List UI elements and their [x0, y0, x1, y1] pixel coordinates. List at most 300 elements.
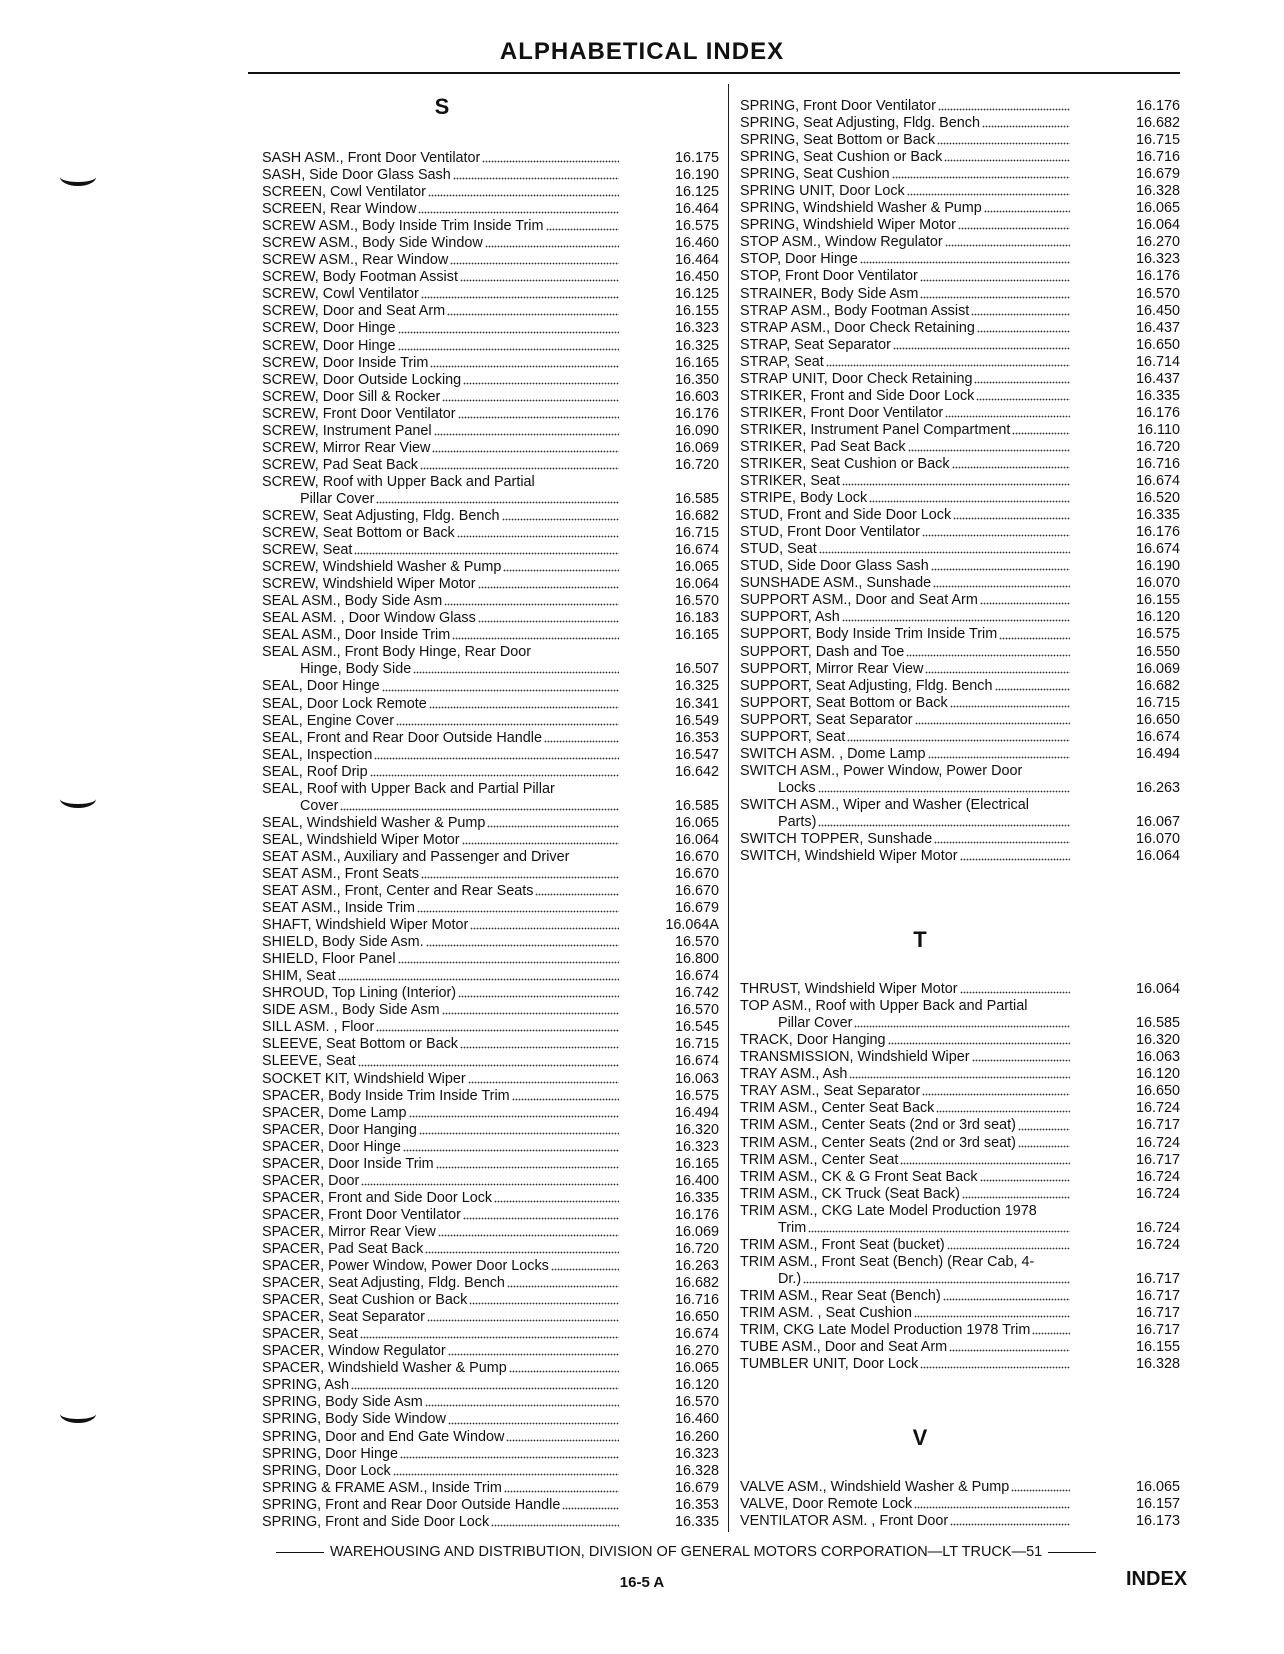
entry-label: SPRING, Front and Rear Door Outside Handle [262, 1496, 561, 1513]
entry-label: SIDE ASM., Body Side Asm [262, 1002, 440, 1019]
dot-leader [546, 228, 620, 231]
index-entry [740, 371, 1180, 388]
index-entry [740, 490, 1180, 507]
index-entry [262, 1360, 719, 1377]
entry-label: SPRING, Door and End Gate Window [262, 1428, 505, 1445]
entry-label: SEAT ASM., Inside Trim [262, 900, 416, 917]
entry-page-ref: 16.070 [1135, 831, 1180, 848]
dot-leader [398, 331, 619, 334]
index-entry [740, 678, 1180, 695]
entry-page-ref: 16.674 [674, 542, 719, 559]
index-entry [740, 456, 1180, 473]
entry-page-ref: 16.570 [674, 1002, 719, 1019]
entry-label: SEAL ASM., Front Body Hinge, Rear Door [262, 644, 532, 661]
entry-label: SASH ASM., Front Door Ventilator [262, 150, 481, 166]
dot-leader [351, 1387, 619, 1390]
entry-page-ref: 16.682 [674, 507, 719, 524]
index-column-left [262, 90, 719, 1531]
entry-label: SEAL ASM., Door Inside Trim [262, 627, 451, 644]
entry-label: TRANSMISSION, Windshield Wiper [740, 1049, 970, 1066]
index-entry [740, 1117, 1180, 1134]
index-entry [262, 338, 719, 355]
entry-page-ref: 16.742 [674, 985, 719, 1002]
index-entry [262, 303, 719, 320]
entry-label: STRIKER, Front and Side Door Lock [740, 387, 975, 404]
entry-label: STRIKER, Front Door Ventilator [740, 404, 944, 421]
dot-leader [945, 244, 1070, 247]
entry-page-ref: 16.670 [674, 865, 719, 882]
entry-label: SPACER, Seat [262, 1326, 358, 1343]
entry-label: SCREW, Pad Seat Back [262, 456, 418, 473]
index-entry [262, 1309, 719, 1326]
index-entry [740, 661, 1180, 678]
dot-leader [892, 176, 1070, 179]
dot-leader [971, 313, 1070, 316]
dot-leader [944, 159, 1070, 162]
dot-leader [818, 824, 1070, 827]
entry-page-ref: 16.335 [1135, 387, 1180, 404]
index-entry [262, 678, 719, 695]
header-rule [248, 72, 1180, 74]
dot-leader [920, 1366, 1070, 1369]
footer-page-number: 16-5 A [619, 1574, 665, 1591]
index-entry [262, 1411, 719, 1428]
entry-page-ref: 16.674 [674, 968, 719, 985]
index-entry [740, 848, 1180, 865]
entry-label: STRAP ASM., Body Footman Assist [740, 302, 970, 319]
entry-label: STRIKER, Seat Cushion or Back [740, 455, 950, 472]
entry-page-ref: 16.550 [1135, 643, 1180, 660]
index-entry [262, 1429, 719, 1446]
entry-label: SPACER, Door Hanging [262, 1121, 417, 1138]
entry-page-ref: 16.570 [674, 1394, 719, 1411]
section-letter-s: S [434, 94, 450, 119]
entry-page-ref: 16.670 [674, 883, 719, 900]
dot-leader [869, 500, 1070, 503]
dot-leader [438, 1234, 619, 1237]
entry-page-ref: 16.064 [1135, 848, 1180, 865]
index-entry [262, 610, 719, 627]
index-entry [740, 132, 1180, 149]
dot-leader [425, 1251, 619, 1254]
dot-leader [995, 688, 1070, 691]
entry-page-ref: 16.464 [674, 201, 719, 218]
entry-page-ref: 16.603 [674, 388, 719, 405]
entry-page-ref: 16.464 [674, 252, 719, 269]
entry-label: STRIKER, Instrument Panel Compartment [740, 421, 1011, 438]
entry-page-ref: 16.353 [674, 729, 719, 746]
index-column-right [740, 98, 1180, 1530]
dot-leader [427, 1319, 619, 1322]
entry-label: SUPPORT, Seat Bottom or Back [740, 694, 948, 711]
dot-leader [849, 1076, 1070, 1079]
binder-hole-mark [60, 1405, 96, 1423]
entry-page-ref: 16.547 [674, 746, 719, 763]
entry-label: SCREW, Body Footman Assist [262, 269, 458, 286]
index-entry [262, 644, 719, 661]
entry-label: SPACER, Door [262, 1172, 360, 1189]
dot-leader [426, 944, 619, 947]
dot-leader [382, 689, 619, 692]
index-entry [262, 713, 719, 730]
entry-label: SWITCH ASM., Power Window, Power Door [740, 762, 1023, 779]
entry-label: SLEEVE, Seat Bottom or Back [262, 1036, 458, 1053]
entry-page-ref: 16.650 [674, 1309, 719, 1326]
dot-leader [976, 398, 1070, 401]
dot-leader [960, 858, 1071, 861]
dot-leader [893, 347, 1070, 350]
entry-label: SUPPORT, Seat Separator [740, 711, 913, 728]
entry-label: SEAL, Inspection [262, 746, 373, 763]
index-entry [740, 729, 1180, 746]
index-entry [740, 200, 1180, 217]
dot-leader [463, 1217, 619, 1220]
entry-label: Locks [778, 779, 816, 796]
entry-page-ref: 16.494 [674, 1104, 719, 1121]
dot-leader [982, 125, 1070, 128]
index-entry [262, 423, 719, 440]
index-entry [740, 149, 1180, 166]
entry-page-ref: 16.717 [1135, 1322, 1180, 1339]
entry-label: SEAL, Windshield Washer & Pump [262, 814, 486, 831]
dot-leader [468, 1081, 619, 1084]
entry-label: STUD, Front and Side Door Lock [740, 507, 952, 524]
entry-page-ref: 16.670 [674, 848, 719, 865]
entry-label: TOP ASM., Roof with Upper Back and Partial [740, 998, 1028, 1015]
dot-leader [452, 637, 619, 640]
index-entry [262, 593, 719, 610]
entry-label: SHIELD, Body Side Asm. [262, 934, 424, 951]
entry-label: TRAY ASM., Ash [740, 1066, 848, 1083]
index-entry [740, 712, 1180, 729]
entry-page-ref: 16.325 [674, 678, 719, 695]
entry-page-ref: 16.110 [1137, 421, 1180, 438]
dot-leader [562, 1507, 619, 1510]
index-entry [262, 1480, 719, 1497]
index-entry [262, 201, 719, 218]
entry-page-ref: 16.494 [1135, 745, 1180, 762]
index-entry [740, 388, 1180, 405]
entry-label: VENTILATOR ASM. , Front Door [740, 1513, 949, 1530]
index-entry [740, 763, 1180, 780]
dot-leader [460, 279, 619, 282]
entry-label: SPRING, Door Lock [262, 1462, 391, 1479]
entry-page-ref: 16.120 [1135, 609, 1180, 626]
dot-leader [950, 705, 1070, 708]
footer-rule-left [276, 1552, 324, 1553]
section-s-list [262, 150, 719, 1531]
dot-leader [907, 193, 1070, 196]
dot-leader [428, 194, 619, 197]
dot-leader [938, 108, 1070, 111]
entry-page-ref: 16.460 [674, 1411, 719, 1428]
entry-label: STRAP UNIT, Door Check Retaining [740, 370, 973, 387]
entry-page-ref: 16.650 [1135, 336, 1180, 353]
entry-label: SCREW, Cowl Ventilator [262, 286, 419, 303]
entry-page-ref: 16.190 [674, 167, 719, 184]
entry-page-ref: 16.155 [1135, 1339, 1180, 1356]
dot-leader [409, 1115, 620, 1118]
index-entry [740, 609, 1180, 626]
entry-page-ref: 16.323 [674, 1445, 719, 1462]
index-entry [262, 764, 719, 781]
entry-page-ref: 16.260 [674, 1428, 719, 1445]
index-entry [740, 1169, 1180, 1186]
index-entry [740, 1254, 1180, 1271]
entry-label: SPACER, Dome Lamp [262, 1104, 407, 1121]
index-entry [740, 439, 1180, 456]
index-entry [740, 1322, 1180, 1339]
entry-label: SCREW ASM., Body Inside Trim Inside Trim [262, 218, 544, 235]
entry-page-ref: 16.570 [1135, 285, 1180, 302]
entry-label: SPRING, Front Door Ventilator [740, 98, 936, 114]
entry-label: SPRING & FRAME ASM., Inside Trim [262, 1479, 502, 1496]
entry-page-ref: 16.065 [674, 1360, 719, 1377]
entry-label: SPRING, Door Hinge [262, 1445, 398, 1462]
entry-label: SWITCH TOPPER, Sunshade [740, 831, 933, 848]
entry-page-ref: 16.175 [674, 150, 719, 166]
dot-leader [358, 1064, 619, 1067]
dot-leader [482, 160, 619, 163]
entry-page-ref: 16.716 [1135, 149, 1180, 166]
dot-leader [374, 757, 619, 760]
entry-label: SUPPORT, Mirror Rear View [740, 660, 924, 677]
dot-leader [551, 1268, 619, 1271]
dot-leader [953, 517, 1070, 520]
entry-page-ref: 16.585 [1135, 1015, 1180, 1032]
entry-label: SWITCH ASM. , Dome Lamp [740, 745, 926, 762]
entry-page-ref: 16.063 [674, 1070, 719, 1087]
entry-label: SPRING, Seat Adjusting, Fldg. Bench [740, 115, 980, 132]
entry-page-ref: 16.724 [1135, 1185, 1180, 1202]
entry-page-ref: 16.720 [674, 456, 719, 473]
section-v [740, 1421, 1180, 1530]
index-entry [740, 1271, 1180, 1288]
index-entry [740, 1339, 1180, 1356]
section-t [740, 923, 1180, 1373]
index-entry [262, 1207, 719, 1224]
entry-label: STUD, Seat [740, 541, 817, 558]
entry-page-ref: 16.328 [1135, 1356, 1180, 1373]
index-entry [262, 661, 719, 678]
dot-leader [360, 1336, 619, 1339]
index-entry [740, 217, 1180, 234]
dot-leader [417, 910, 619, 913]
entry-page-ref: 16.125 [674, 184, 719, 201]
entry-label: TRIM ASM., CK Truck (Seat Back) [740, 1185, 960, 1202]
entry-page-ref: 16.069 [674, 439, 719, 456]
index-entry [262, 525, 719, 542]
entry-page-ref: 16.320 [674, 1121, 719, 1138]
dot-leader [908, 449, 1070, 452]
dot-leader [434, 433, 619, 436]
index-entry [262, 696, 719, 713]
index-entry [740, 303, 1180, 320]
dot-leader [972, 1059, 1071, 1062]
index-entry [740, 780, 1180, 797]
index-entry [262, 849, 719, 866]
entry-label: SCREW, Mirror Rear View [262, 439, 431, 456]
entry-page-ref: 16.717 [1135, 1151, 1180, 1168]
entry-page-ref: 16.155 [1135, 592, 1180, 609]
index-entry [262, 1190, 719, 1207]
entry-page-ref: 16.064 [674, 831, 719, 848]
index-entry [740, 831, 1180, 848]
footer-section-label: INDEX [1126, 1568, 1188, 1590]
entry-label: SCREW, Seat Adjusting, Fldg. Bench [262, 507, 500, 524]
dot-leader [920, 279, 1070, 282]
dot-leader [400, 1456, 619, 1459]
entry-label: SPACER, Seat Separator [262, 1309, 425, 1326]
dot-leader [974, 381, 1070, 384]
entry-page-ref: 16.545 [674, 1019, 719, 1036]
entry-page-ref: 16.715 [674, 1036, 719, 1053]
index-entry [740, 183, 1180, 200]
index-entry [740, 998, 1180, 1015]
entry-page-ref: 16.064 [1135, 217, 1180, 234]
index-entry [262, 372, 719, 389]
dot-leader [458, 416, 619, 419]
dot-leader [447, 313, 619, 316]
entry-page-ref: 16.674 [1135, 728, 1180, 745]
dot-leader [925, 671, 1070, 674]
dot-leader [470, 927, 619, 930]
index-entry [740, 234, 1180, 251]
dot-leader [430, 365, 619, 368]
entry-page-ref: 16.575 [1135, 626, 1180, 643]
dot-leader [485, 245, 619, 248]
index-entry [262, 389, 719, 406]
entry-page-ref: 16.674 [674, 1053, 719, 1070]
entry-label: SEAL, Windshield Wiper Motor [262, 831, 460, 848]
dot-leader [945, 415, 1070, 418]
dot-leader [354, 552, 619, 555]
entry-label: SUNSHADE ASM., Sunshade [740, 575, 932, 592]
index-entry [740, 524, 1180, 541]
index-entry [262, 781, 719, 798]
entry-label: SPRING, Seat Bottom or Back [740, 132, 936, 149]
entry-label: SEAL ASM. , Door Window Glass [262, 610, 476, 627]
entry-page-ref: 16.585 [674, 797, 719, 814]
index-entry [262, 1105, 719, 1122]
dot-leader [977, 330, 1070, 333]
index-entry [262, 1292, 719, 1309]
dot-leader [403, 1149, 619, 1152]
entry-label: TRIM ASM., CKG Late Model Production 1978 [740, 1202, 1037, 1219]
dot-leader [1032, 1332, 1070, 1335]
dot-leader [544, 740, 619, 743]
entry-label: SCREW, Roof with Upper Back and Partial [262, 473, 535, 490]
entry-page-ref: 16.682 [1135, 677, 1180, 694]
index-entry [740, 1479, 1180, 1496]
entry-page-ref: 16.724 [1135, 1134, 1180, 1151]
entry-label: SCREW, Seat [262, 542, 353, 559]
dot-leader [393, 1473, 619, 1476]
index-entry [740, 422, 1180, 439]
dot-leader [398, 348, 619, 351]
entry-page-ref: 16.120 [674, 1377, 719, 1394]
index-entry [262, 576, 719, 593]
entry-label: Hinge, Body Side [300, 661, 412, 678]
index-entry [262, 1446, 719, 1463]
entry-label: SCREW, Door Hinge [262, 320, 396, 337]
entry-label: SPACER, Mirror Rear View [262, 1223, 436, 1240]
entry-label: STRIKER, Seat [740, 473, 840, 490]
dot-leader [826, 364, 1070, 367]
entry-label: STRAINER, Body Side Asm [740, 285, 919, 302]
index-entry [262, 1394, 719, 1411]
index-entry [740, 1496, 1180, 1513]
index-entry [262, 1156, 719, 1173]
index-entry [262, 1173, 719, 1190]
entry-page-ref: 16.720 [674, 1241, 719, 1257]
entry-label: VALVE ASM., Windshield Washer & Pump [740, 1479, 1010, 1496]
index-entry [262, 491, 719, 508]
dot-leader [906, 654, 1070, 657]
entry-page-ref: 16.320 [1135, 1032, 1180, 1049]
entry-page-ref: 16.328 [1135, 183, 1180, 200]
dot-leader [453, 177, 619, 180]
entry-page-ref: 16.724 [1135, 1100, 1180, 1117]
dot-leader [413, 671, 619, 674]
index-entry [262, 457, 719, 474]
entry-page-ref: 16.335 [674, 1513, 719, 1530]
dot-leader [491, 1524, 619, 1527]
dot-leader [950, 1523, 1070, 1526]
dot-leader [448, 1353, 619, 1356]
entry-label: STOP, Door Hinge [740, 251, 858, 268]
entry-page-ref: 16.263 [1135, 779, 1180, 796]
entry-page-ref: 16.335 [1135, 507, 1180, 524]
index-entry [740, 1220, 1180, 1237]
entry-label: SEAL, Front and Rear Door Outside Handle [262, 729, 542, 746]
dot-leader [842, 619, 1070, 622]
entry-page-ref: 16.674 [674, 1326, 719, 1343]
dot-leader [958, 227, 1070, 230]
entry-page-ref: 16.450 [674, 269, 719, 286]
dot-leader [463, 382, 619, 385]
entry-label: SCREW, Door and Seat Arm [262, 303, 446, 320]
entry-page-ref: 16.716 [674, 1292, 719, 1309]
entry-page-ref: 16.724 [1135, 1168, 1180, 1185]
dot-leader [933, 585, 1070, 588]
index-entry [740, 1203, 1180, 1220]
index-entry [740, 1513, 1180, 1530]
index-entry [740, 473, 1180, 490]
index-entry [740, 1083, 1180, 1100]
index-entry [740, 1356, 1180, 1373]
dot-leader [421, 296, 619, 299]
index-entry [740, 558, 1180, 575]
binder-hole-mark [60, 168, 96, 186]
index-entry [262, 440, 719, 457]
entry-label: SCREW ASM., Body Side Window [262, 235, 483, 252]
dot-leader [960, 991, 1070, 994]
dot-leader [448, 1422, 619, 1425]
entry-label: SPACER, Front and Side Door Lock [262, 1189, 493, 1206]
dot-leader [999, 637, 1070, 640]
entry-page-ref: 16.176 [1135, 524, 1180, 541]
entry-page-ref: 16.682 [1135, 115, 1180, 132]
entry-label: STRAP, Seat [740, 353, 824, 370]
entry-label: TRIM ASM., Center Seat [740, 1151, 899, 1168]
dot-leader [920, 296, 1070, 299]
entry-label: TRAY ASM., Seat Separator [740, 1083, 921, 1100]
dot-leader [819, 551, 1070, 554]
index-entry [262, 252, 719, 269]
index-entry [740, 626, 1180, 643]
dot-leader [1018, 1128, 1070, 1131]
